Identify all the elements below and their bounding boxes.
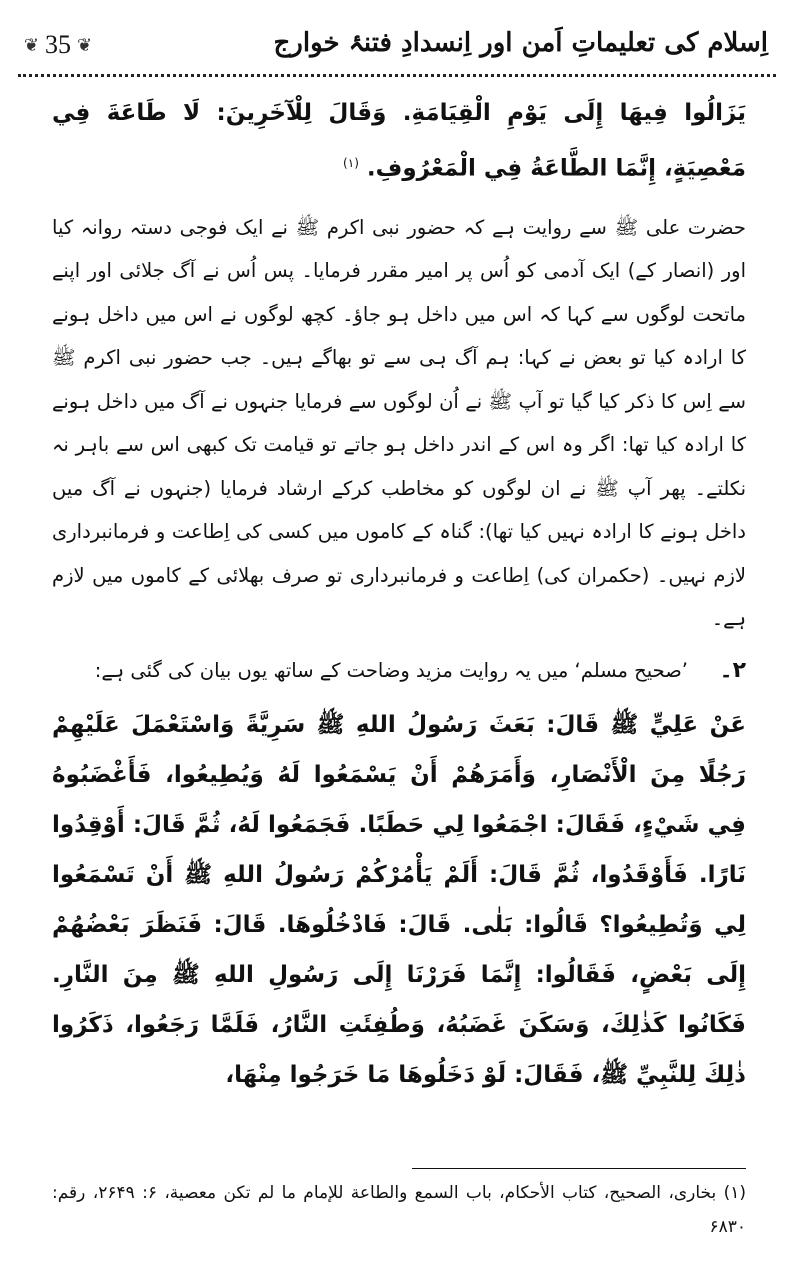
item-text: ’صحیح مسلم‘ میں یہ روایت مزید وضاحت کے ساتھ یوں بیان کی گئی ہے: bbox=[94, 658, 688, 682]
footnote-text: بخاری، الصحیح، کتاب الأحکام، باب السمع والطاعة للإمام ما لم تکن معصیة، ۶: ۲۶۴۹، رقم: ۶۸۳۰ bbox=[52, 1183, 746, 1237]
page-number: 35 bbox=[45, 30, 71, 59]
arabic-quote-top bbox=[52, 88, 746, 194]
page-header bbox=[18, 22, 776, 70]
page-body bbox=[52, 88, 746, 1100]
footnote-reference: (۱) bbox=[343, 156, 359, 170]
arabic-quote-top-text: يَزَالُوا فِيهَا إِلَى يَوْمِ الْقِيَامَةِ. وَقَالَ لِلْآخَرِينَ: لَا طَاعَةَ فِي مَعْصِيَةٍ، إِنَّمَا الطَّاعَةُ فِي الْمَعْرُوفِ. bbox=[52, 100, 746, 182]
footnote-number: (۱) bbox=[723, 1183, 747, 1203]
footnote-rule bbox=[412, 1168, 746, 1169]
ornament-left-icon: ❦ bbox=[23, 34, 39, 56]
footnote bbox=[52, 1176, 746, 1244]
ornament-right-icon: ❦ bbox=[77, 34, 93, 56]
item-number: ۲۔ bbox=[719, 657, 746, 683]
header-dotted-rule bbox=[18, 74, 776, 77]
numbered-item-2 bbox=[52, 649, 746, 693]
urdu-translation-paragraph: حضرت علی ﷺ سے روایت ہے کہ حضور نبی اکرم ﷺ نے ایک فوجی دستہ روانہ کیا اور (انصار کے) ایک آدمی کو اُس پر امیر مقرر فرمایا۔ پس اُس نے آگ جلائی اور اپنے ماتحت لوگوں سے کہا کہ اس میں داخل ہو جاؤ۔ کچھ لوگوں نے اس میں داخل ہونے کا ارادہ کیا تو بعض نے کہا: ہم آگ ہی سے تو بھاگے ہیں۔ جب حضور نبی اکرم ﷺ سے اِس کا ذکر کیا گیا تو آپ ﷺ نے اُن لوگوں سے فرمایا جنہوں نے آگ میں داخل ہونے کا ارادہ کیا تھا: اگر وہ اس کے اندر داخل ہو جاتے تو قیامت تک کبھی اس سے باہر نہ نکلتے۔ پھر آپ ﷺ نے ان لوگوں کو مخاطب کرکے ارشاد فرمایا (جنہوں نے آگ میں داخل ہونے کا ارادہ نہیں کیا تھا): گناہ کے کاموں میں کسی کی اِطاعت و فرمانبرداری لازم نہیں۔ (حکمران کی) اِطاعت و فرمانبرداری تو صرف بھلائی کے کاموں میں لازم ہے۔ bbox=[52, 215, 746, 631]
running-title: اِسلام کی تعلیماتِ اَمن اور اِنسدادِ فتنۂ خوارج bbox=[273, 28, 768, 58]
arabic-hadith-text: عَنْ عَلِيٍّ ﷺ قَالَ: بَعَثَ رَسُولُ اللهِ ﷺ سَرِيَّةً وَاسْتَعْمَلَ عَلَيْهِمْ رَجُلًا مِنَ الْأَنْصَارِ، وَأَمَرَهُمْ أَنْ يَسْمَعُوا لَهُ وَيُطِيعُوا، فَأَغْضَبُوهُ فِي شَيْءٍ، فَقَالَ: اجْمَعُوا لِي حَطَبًا. فَجَمَعُوا لَهُ، ثُمَّ قَالَ: أَوْقِدُوا نَارًا. فَأَوْقَدُوا، ثُمَّ قَالَ: أَلَمْ يَأْمُرْكُمْ رَسُولُ اللهِ ﷺ أَنْ تَسْمَعُوا لِي وَتُطِيعُوا؟ قَالُوا: بَلٰى. قَالَ: فَادْخُلُوهَا. قَالَ: فَنَظَرَ بَعْضُهُمْ إِلَى بَعْضٍ، فَقَالُوا: إِنَّمَا فَرَرْنَا إِلَى رَسُولِ اللهِ ﷺ مِنَ النَّارِ. فَكَانُوا كَذٰلِكَ، وَسَكَنَ غَضَبُهُ، وَطُفِئَتِ النَّارُ، فَلَمَّا رَجَعُوا، ذَكَرُوا ذٰلِكَ لِلنَّبِيِّ ﷺ، فَقَالَ: لَوْ دَخَلُوهَا مَا خَرَجُوا مِنْهَا، bbox=[52, 712, 746, 1089]
page-number-box bbox=[18, 28, 98, 62]
